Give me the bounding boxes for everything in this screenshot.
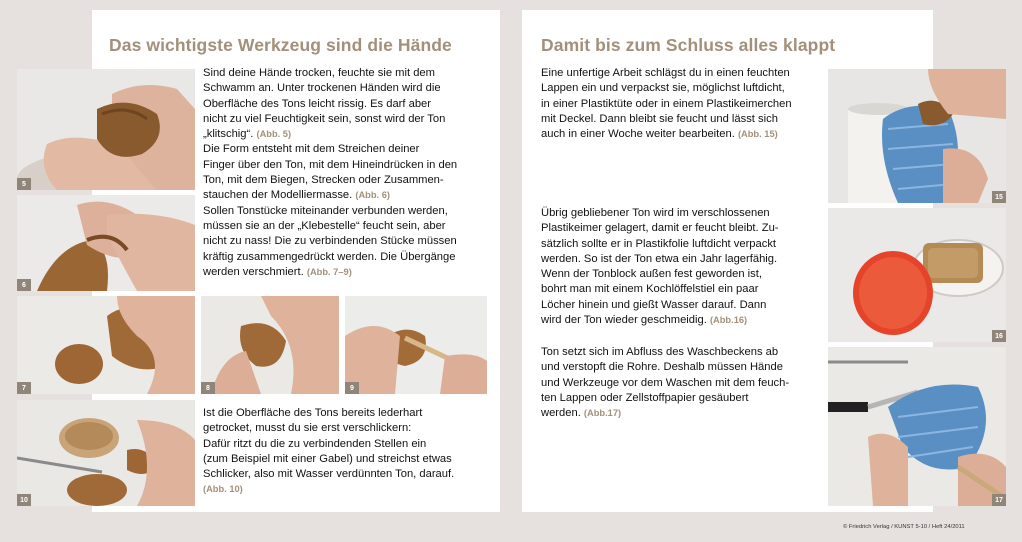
text-line-content: wird der Ton wieder geschmeidig. — [541, 314, 710, 327]
figure-reference: (Abb. 6) — [355, 190, 390, 201]
text-line — [203, 97, 457, 112]
left-text-block-2 — [203, 406, 454, 498]
figure-reference: (Abb. 10) — [203, 484, 243, 495]
text-line-content: werden. — [541, 407, 584, 420]
text-line-content: werden. So ist der Ton etwa ein Jahr lagerfähig. — [541, 252, 778, 265]
text-line-content: ten Lappen oder Zellstoffpapier gesäubert — [541, 391, 749, 404]
figure-reference: (Abb. 5) — [256, 129, 292, 140]
text-line — [203, 204, 457, 219]
text-line — [203, 142, 457, 157]
right-text-block-3 — [541, 345, 789, 421]
text-line — [203, 234, 457, 249]
text-line-content: Sind deine Hände trocken, feuchte sie mit dem — [203, 67, 435, 79]
text-line — [203, 66, 457, 81]
text-line — [541, 406, 789, 421]
text-line — [203, 158, 457, 173]
text-line — [203, 421, 454, 436]
text-line-content: Ist die Oberfläche des Tons bereits lederhart — [203, 407, 423, 419]
text-line-content: Übrig gebliebener Ton wird im verschlossenen — [541, 207, 770, 219]
left-text-block-1 — [203, 66, 457, 280]
figure-reference: (Abb.16) — [709, 315, 748, 326]
photo-badge-15: 15 — [992, 191, 1006, 203]
text-line-content: kräftig zusammengedrückt werden. Die Übergänge — [203, 250, 456, 263]
text-line — [541, 313, 779, 328]
text-line — [203, 437, 454, 452]
figure-reference: (Abb. 15) — [737, 129, 778, 140]
copyright-notice: © Friedrich Verlag / KUNST 5-10 / Heft 24/2011 — [843, 524, 965, 530]
text-line — [541, 282, 779, 297]
text-line — [541, 391, 789, 406]
text-line-content: auch in einer Woche weiter bearbeiten. — [541, 128, 738, 141]
text-line — [203, 467, 454, 482]
text-line — [203, 482, 454, 497]
text-line-content: in einer Plastiktüte oder in einem Plastikeimerchen — [541, 97, 792, 110]
photo-badge-17: 17 — [992, 494, 1006, 506]
text-line-content: und Werkzeuge vor dem Waschen mit dem feuch- — [541, 376, 790, 389]
text-line-content: und verstopft die Rohre. Deshalb müssen Hände — [541, 361, 783, 374]
right-text-block-1 — [541, 66, 792, 142]
text-line — [541, 345, 789, 360]
photo-abb-7 — [17, 296, 195, 394]
photo-abb-16 — [828, 208, 1006, 342]
text-line — [203, 81, 457, 96]
text-line-content: Ton setzt sich im Abfluss des Waschbeckens ab — [541, 346, 779, 358]
text-line — [541, 81, 792, 96]
text-line — [541, 112, 792, 127]
text-line — [541, 360, 789, 375]
text-line — [203, 452, 454, 467]
text-line — [203, 406, 454, 421]
text-line-content: nicht zu nass! Die zu verbindenden Stücke müssen — [203, 235, 457, 248]
text-line — [541, 221, 779, 236]
text-line — [203, 173, 457, 188]
text-line — [541, 298, 779, 313]
photo-badge-8: 8 — [201, 382, 215, 394]
photo-abb-5 — [17, 69, 195, 190]
text-line-content: Schlicker, also mit Wasser verdünnten Ton, darauf. — [203, 468, 455, 481]
figure-reference: (Abb.17) — [583, 408, 622, 419]
text-line — [541, 97, 792, 112]
text-line-content: Die Form entsteht mit dem Streichen deiner — [203, 143, 420, 156]
text-line-content: Eine unfertige Arbeit schlägst du in einen feuchten — [541, 67, 790, 79]
photo-badge-10: 10 — [17, 494, 31, 506]
text-line — [203, 219, 457, 234]
right-page-title: Damit bis zum Schluss alles klappt — [541, 35, 836, 55]
text-line-content: „klitschig“. — [203, 128, 257, 141]
figure-reference: (Abb. 7–9) — [306, 266, 352, 277]
text-line-content: Plastikeimer gelagert, damit er feucht bleibt. Zu- — [541, 222, 779, 235]
text-line-content: bohrt man mit einem Kochlöffelstiel ein paar — [541, 283, 759, 296]
text-line-content: Oberfläche des Tons leicht rissig. Es darf aber — [203, 97, 432, 110]
text-line-content: Sollen Tonstücke miteinander verbunden werden, — [203, 204, 448, 217]
photo-abb-8 — [201, 296, 339, 394]
text-line-content: nicht zu viel Feuchtigkeit sein, sonst wird der Ton — [203, 112, 446, 125]
text-line — [203, 265, 457, 280]
text-line-content: Löcher hinein und gießt Wasser darauf. Dann — [541, 298, 767, 311]
left-page-title: Das wichtigste Werkzeug sind die Hände — [109, 35, 452, 55]
text-line — [203, 250, 457, 265]
text-line — [541, 206, 779, 221]
photo-abb-17 — [828, 347, 1006, 506]
text-line-content: Ton, mit dem Biegen, Strecken oder Zusammen- — [203, 174, 444, 187]
text-line-content: Wenn der Tonblock außen fest geworden ist, — [541, 268, 762, 281]
text-line-content: Dafür ritzt du die zu verbindenden Stellen ein — [203, 437, 427, 450]
text-line-content: müssen sie an der „Klebestelle“ feucht sein, aber — [203, 219, 446, 232]
photo-badge-9: 9 — [345, 382, 359, 394]
text-line — [203, 127, 457, 142]
text-line-content: werden verschmiert. — [203, 265, 307, 278]
text-line — [541, 237, 779, 252]
photo-badge-5: 5 — [17, 178, 31, 190]
photo-abb-10 — [17, 400, 195, 506]
text-line-content: (zum Beispiel mit einer Gabel) und streichst etwas — [203, 452, 452, 465]
text-line — [541, 267, 779, 282]
text-line — [203, 112, 457, 127]
text-line — [203, 188, 457, 203]
photo-abb-9 — [345, 296, 487, 394]
text-line — [541, 376, 789, 391]
text-line — [541, 66, 792, 81]
text-line-content: mit Deckel. Dann bleibt sie feucht und lässt sich — [541, 112, 778, 125]
text-line-content: getrocket, musst du sie erst verschlickern: — [203, 422, 412, 435]
text-line-content: Lappen ein und verpackst sie, möglichst luftdicht, — [541, 82, 785, 95]
text-line-content: Finger über den Ton, mit dem Hineindrücken in den — [203, 158, 458, 171]
text-line-content: sätzlich sollte er in Plastikfolie luftdicht verpackt — [541, 237, 777, 250]
photo-abb-6 — [17, 195, 195, 291]
text-line-content: stauchen der Modelliermasse. — [203, 189, 356, 202]
photo-badge-16: 16 — [992, 330, 1006, 342]
photo-abb-15 — [828, 69, 1006, 203]
right-text-block-2 — [541, 206, 779, 328]
photo-badge-6: 6 — [17, 279, 31, 291]
text-line — [541, 252, 779, 267]
photo-badge-7: 7 — [17, 382, 31, 394]
text-line-content: Schwamm an. Unter trockenen Händen wird die — [203, 82, 441, 95]
text-line — [541, 127, 792, 142]
